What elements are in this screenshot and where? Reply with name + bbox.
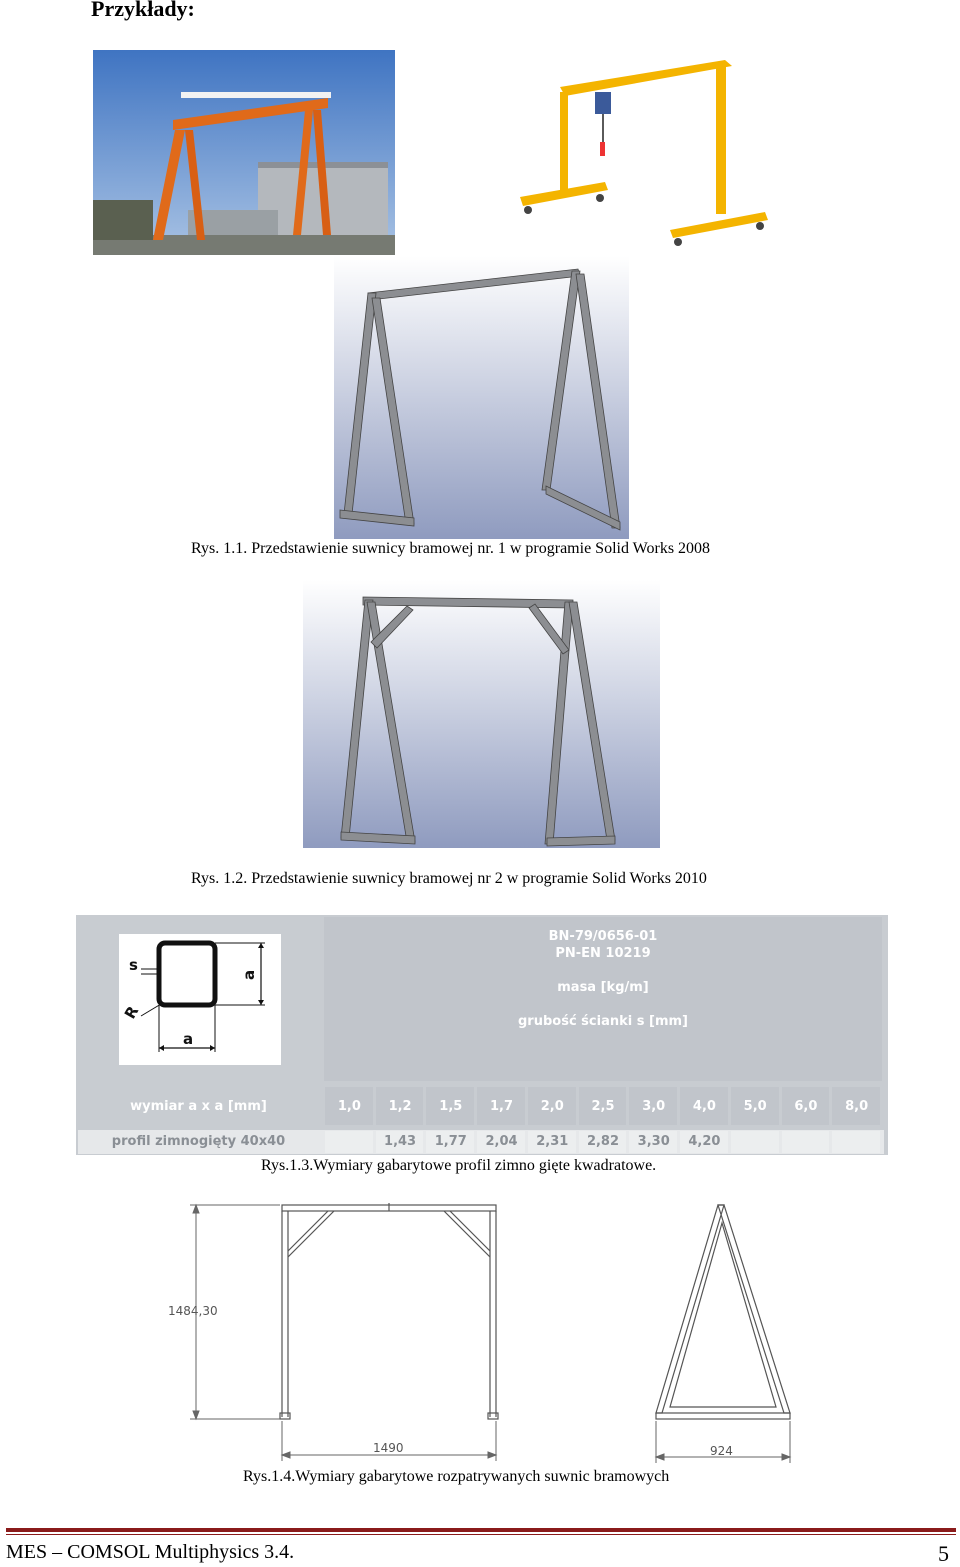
mass-header: masa [kg/m]: [557, 980, 649, 995]
thickness-value: 5,0: [743, 1099, 767, 1114]
page-number: 5: [938, 1541, 949, 1566]
gantry-crane-photo-1: [93, 50, 395, 255]
thickness-value: 8,0: [845, 1099, 869, 1114]
thickness-value: 1,2: [388, 1099, 412, 1114]
mass-value: 4,20: [688, 1134, 721, 1149]
mass-cell: [782, 1131, 830, 1153]
standard-pn-en: PN-EN 10219: [555, 946, 651, 961]
footer-rule: [6, 1528, 956, 1532]
thickness-value: 1,0: [337, 1099, 361, 1114]
gantry-crane-photo-2: [520, 52, 775, 252]
thickness-value: 1,7: [490, 1099, 514, 1114]
side-length-symbol-right: a: [240, 969, 258, 980]
thickness-value: 6,0: [794, 1099, 818, 1114]
mass-value: 1,77: [434, 1134, 467, 1149]
footer-rule-thin: [6, 1534, 956, 1535]
mass-value: 2,82: [586, 1134, 620, 1149]
wall-thickness-header: grubość ścianki s [mm]: [518, 1014, 688, 1029]
figure-caption-2: Rys. 1.2. Przedstawienie suwnicy bramowej nr 2 w programie Solid Works 2010: [191, 870, 707, 887]
mass-cell: [832, 1131, 880, 1153]
table-header-panel: [324, 917, 882, 1081]
gantry-dimension-drawing-side: [650, 1195, 795, 1465]
profile-row-label: profil zimnogięty 40x40: [111, 1134, 286, 1149]
thickness-value: 4,0: [692, 1099, 716, 1114]
mass-cell: [325, 1131, 373, 1153]
solidworks-model-2: [303, 580, 660, 848]
width-dimension: 1490: [373, 1441, 404, 1455]
thickness-value: 2,0: [540, 1099, 564, 1114]
dimension-row-label: wymiar a x a [mm]: [130, 1099, 267, 1114]
thickness-value: 3,0: [642, 1099, 666, 1114]
wall-thickness-symbol: s: [129, 956, 138, 974]
profile-cross-section-diagram: [119, 934, 281, 1065]
figure-caption-4: Rys.1.4.Wymiary gabarytowe rozpatrywanych suwnic bramowych: [243, 1468, 670, 1485]
mass-cell: [731, 1131, 779, 1153]
footer-title: MES – COMSOL Multiphysics 3.4.: [6, 1541, 295, 1563]
gantry-dimension-drawing-front: [160, 1195, 500, 1463]
figure-caption-1: Rys. 1.1. Przedstawienie suwnicy bramowej nr. 1 w programie Solid Works 2008: [191, 540, 711, 557]
mass-value: 2,04: [485, 1134, 518, 1149]
mass-value: 1,43: [384, 1134, 417, 1149]
mass-value: 2,31: [536, 1134, 569, 1149]
profile-dimension-table: [76, 915, 888, 1155]
solidworks-model-1: [334, 256, 629, 539]
figure-caption-3: Rys.1.3.Wymiary gabarytowe profil zimno gięte kwadratowe.: [261, 1157, 657, 1174]
mass-value: 3,30: [637, 1134, 670, 1149]
thickness-value: 1,5: [439, 1099, 463, 1114]
page-heading: Przykłady:: [91, 0, 195, 21]
standard-bn: BN-79/0656-01: [548, 929, 658, 944]
side-length-symbol-bottom: a: [183, 1030, 194, 1048]
depth-dimension: 924: [710, 1444, 733, 1458]
thickness-value: 2,5: [591, 1099, 615, 1114]
height-dimension: 1484,30: [168, 1304, 218, 1318]
radius-symbol: R: [120, 1002, 143, 1022]
